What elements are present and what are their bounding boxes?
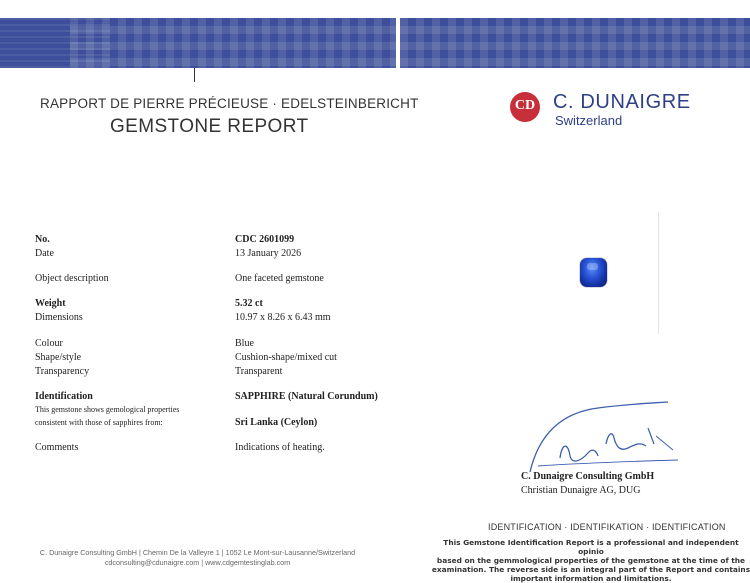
report-subtitle: RAPPORT DE PIERRE PRÉCIEUSE · EDELSTEINBERICHT (40, 96, 419, 111)
logo-name: C. DUNAIGRE (553, 91, 691, 113)
date-value: 13 January 2026 (235, 248, 302, 259)
shape-style-value: Cushion-shape/mixed cut (235, 352, 337, 363)
report-title: GEMSTONE REPORT (110, 116, 309, 137)
disclaimer-line: This Gemstone Identification Report is a professional and independent opinio (443, 538, 739, 556)
identification-label: Identification (35, 391, 93, 402)
comments-label: Comments (35, 442, 79, 453)
weight-label: Weight (35, 298, 66, 309)
footer-contact: cdconsulting@cdunaigre.com | www.cdgemtestinglab.com (104, 558, 291, 567)
object-description-label: Object description (35, 273, 109, 284)
signature-company: C. Dunaigre Consulting GmbH (521, 471, 655, 482)
header-banner-right (400, 18, 750, 68)
colour-label: Colour (35, 338, 63, 349)
gem-photo-frame (400, 212, 659, 334)
report-number-label: No. (35, 234, 50, 245)
gem-highlight (587, 263, 598, 270)
disclaimer-line: examination. The reverse side is an integral part of the Report and contains (431, 565, 750, 574)
identification-note-line2: consistent with those of sapphires from: (35, 418, 163, 427)
weight-value: 5.32 ct (235, 298, 263, 309)
colour-value: Blue (235, 338, 254, 349)
handwritten-signature (528, 398, 688, 478)
dimensions-value: 10.97 x 8.26 x 6.43 mm (235, 312, 331, 323)
banner-checker-pattern (400, 18, 750, 68)
dimensions-label: Dimensions (35, 312, 83, 323)
logo-location: Switzerland (555, 113, 623, 128)
object-description-value: One faceted gemstone (235, 273, 324, 284)
origin-value: Sri Lanka (Ceylon) (235, 417, 318, 428)
banner-divider-tick (194, 68, 195, 82)
disclaimer-line: based on the gemmological properties of the gemstone at the time of the (436, 556, 746, 565)
identification-note-line1: This gemstone shows gemological properties (35, 405, 180, 414)
transparency-label: Transparency (35, 366, 90, 377)
disclaimer-text (430, 538, 750, 583)
shape-style-label: Shape/style (35, 352, 82, 363)
logo-mark-letters: CD (514, 98, 536, 113)
header-banner-left (0, 18, 396, 68)
identification-value: SAPPHIRE (Natural Corundum) (235, 391, 378, 402)
identification-heading: IDENTIFICATION · IDENTIFIKATION · IDENTIFICATION (488, 522, 726, 532)
disclaimer-line: important information and limitations. (510, 574, 672, 583)
date-label: Date (35, 248, 54, 259)
footer-address: C. Dunaigre Consulting GmbH | Chemin De la Valleyre 1 | 1052 Le Mont-sur-Lausanne/Switzerland (39, 548, 356, 557)
signature-person: Christian Dunaigre AG, DUG (521, 485, 641, 496)
transparency-value: Transparent (235, 366, 283, 377)
comments-value: Indications of heating. (235, 442, 325, 453)
banner-checker-pattern (70, 18, 396, 68)
report-number-value: CDC 2601099 (235, 234, 295, 245)
